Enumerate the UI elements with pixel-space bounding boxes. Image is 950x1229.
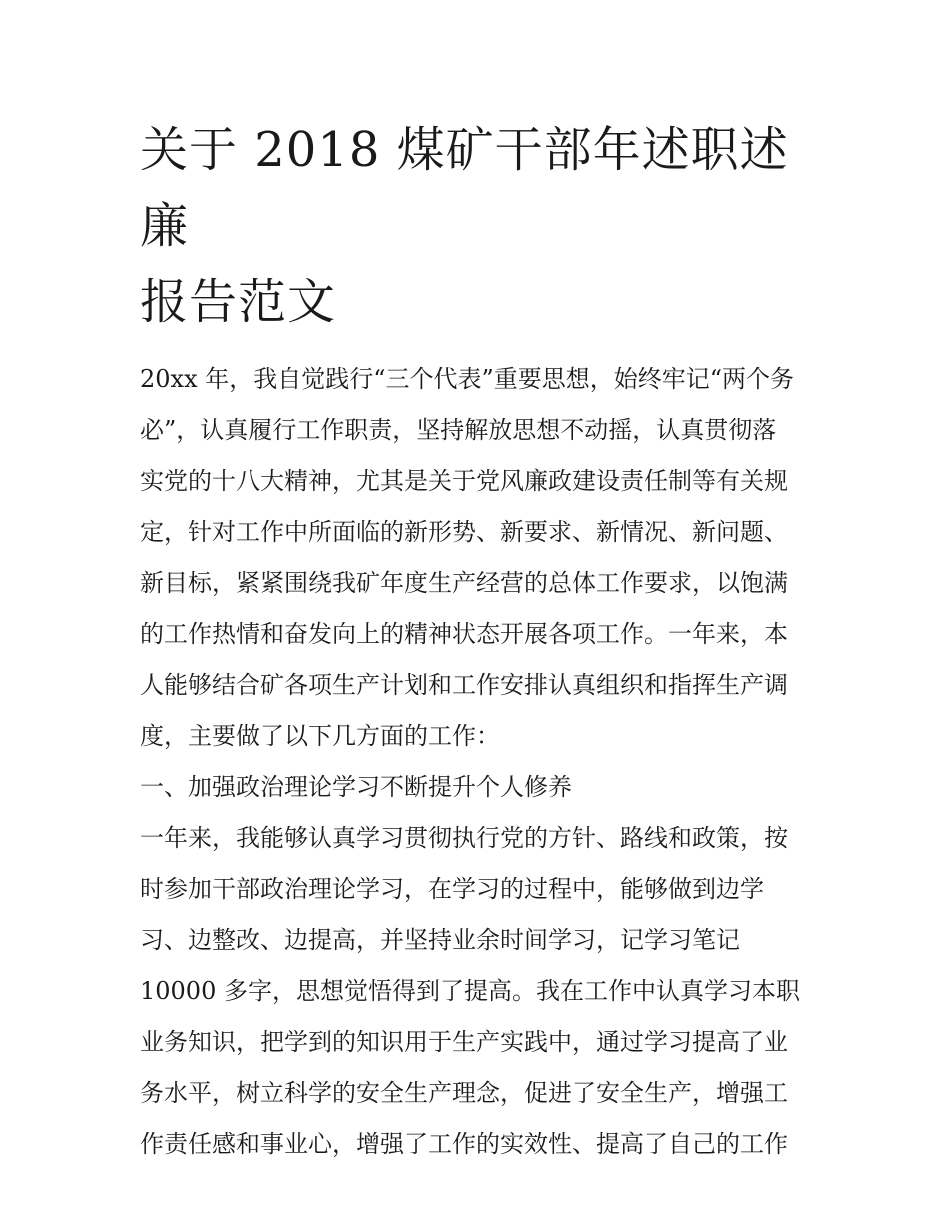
body-line: 新目标，紧紧围绕我矿年度生产经营的总体工作要求，以饱满: [140, 569, 788, 597]
body-line: 习、边整改、边提高，并坚持业余时间学习，记学习笔记: [140, 926, 740, 954]
title-line-1: 关于 2018 煤矿干部年述职述廉: [140, 122, 789, 254]
body-line: 度，主要做了以下几方面的工作：: [140, 722, 500, 750]
body-line: 定，针对工作中所面临的新形势、新要求、新情况、新问题、: [140, 518, 788, 546]
title-line-2: 报告范文: [140, 274, 337, 330]
body-line: 作责任感和事业心，增强了工作的实效性、提高了自己的工作: [140, 1130, 788, 1158]
body-line: 时参加干部政治理论学习，在学习的过程中，能够做到边学: [140, 875, 764, 903]
section-heading: 一、加强政治理论学习不断提升个人修养: [140, 773, 572, 801]
body-line: 必”，认真履行工作职责，坚持解放思想不动摇，认真贯彻落: [140, 416, 777, 444]
document-title: [140, 112, 816, 340]
body-line: 20xx 年，我自觉践行“三个代表”重要思想，始终牢记“两个务: [140, 365, 795, 393]
body-line: 10000 多字，思想觉悟得到了提高。我在工作中认真学习本职: [140, 977, 800, 1005]
document-body: [140, 354, 816, 1170]
body-line: 务水平，树立科学的安全生产理念，促进了安全生产，增强工: [140, 1079, 788, 1107]
body-line: 人能够结合矿各项生产计划和工作安排认真组织和指挥生产调: [140, 671, 788, 699]
body-line: 实党的十八大精神，尤其是关于党风廉政建设责任制等有关规: [140, 467, 788, 495]
body-line: 一年来，我能够认真学习贯彻执行党的方针、路线和政策，按: [140, 824, 788, 852]
body-line: 业务知识，把学到的知识用于生产实践中，通过学习提高了业: [140, 1028, 788, 1056]
document-page: [140, 112, 816, 1170]
body-line: 的工作热情和奋发向上的精神状态开展各项工作。一年来，本: [140, 620, 788, 648]
